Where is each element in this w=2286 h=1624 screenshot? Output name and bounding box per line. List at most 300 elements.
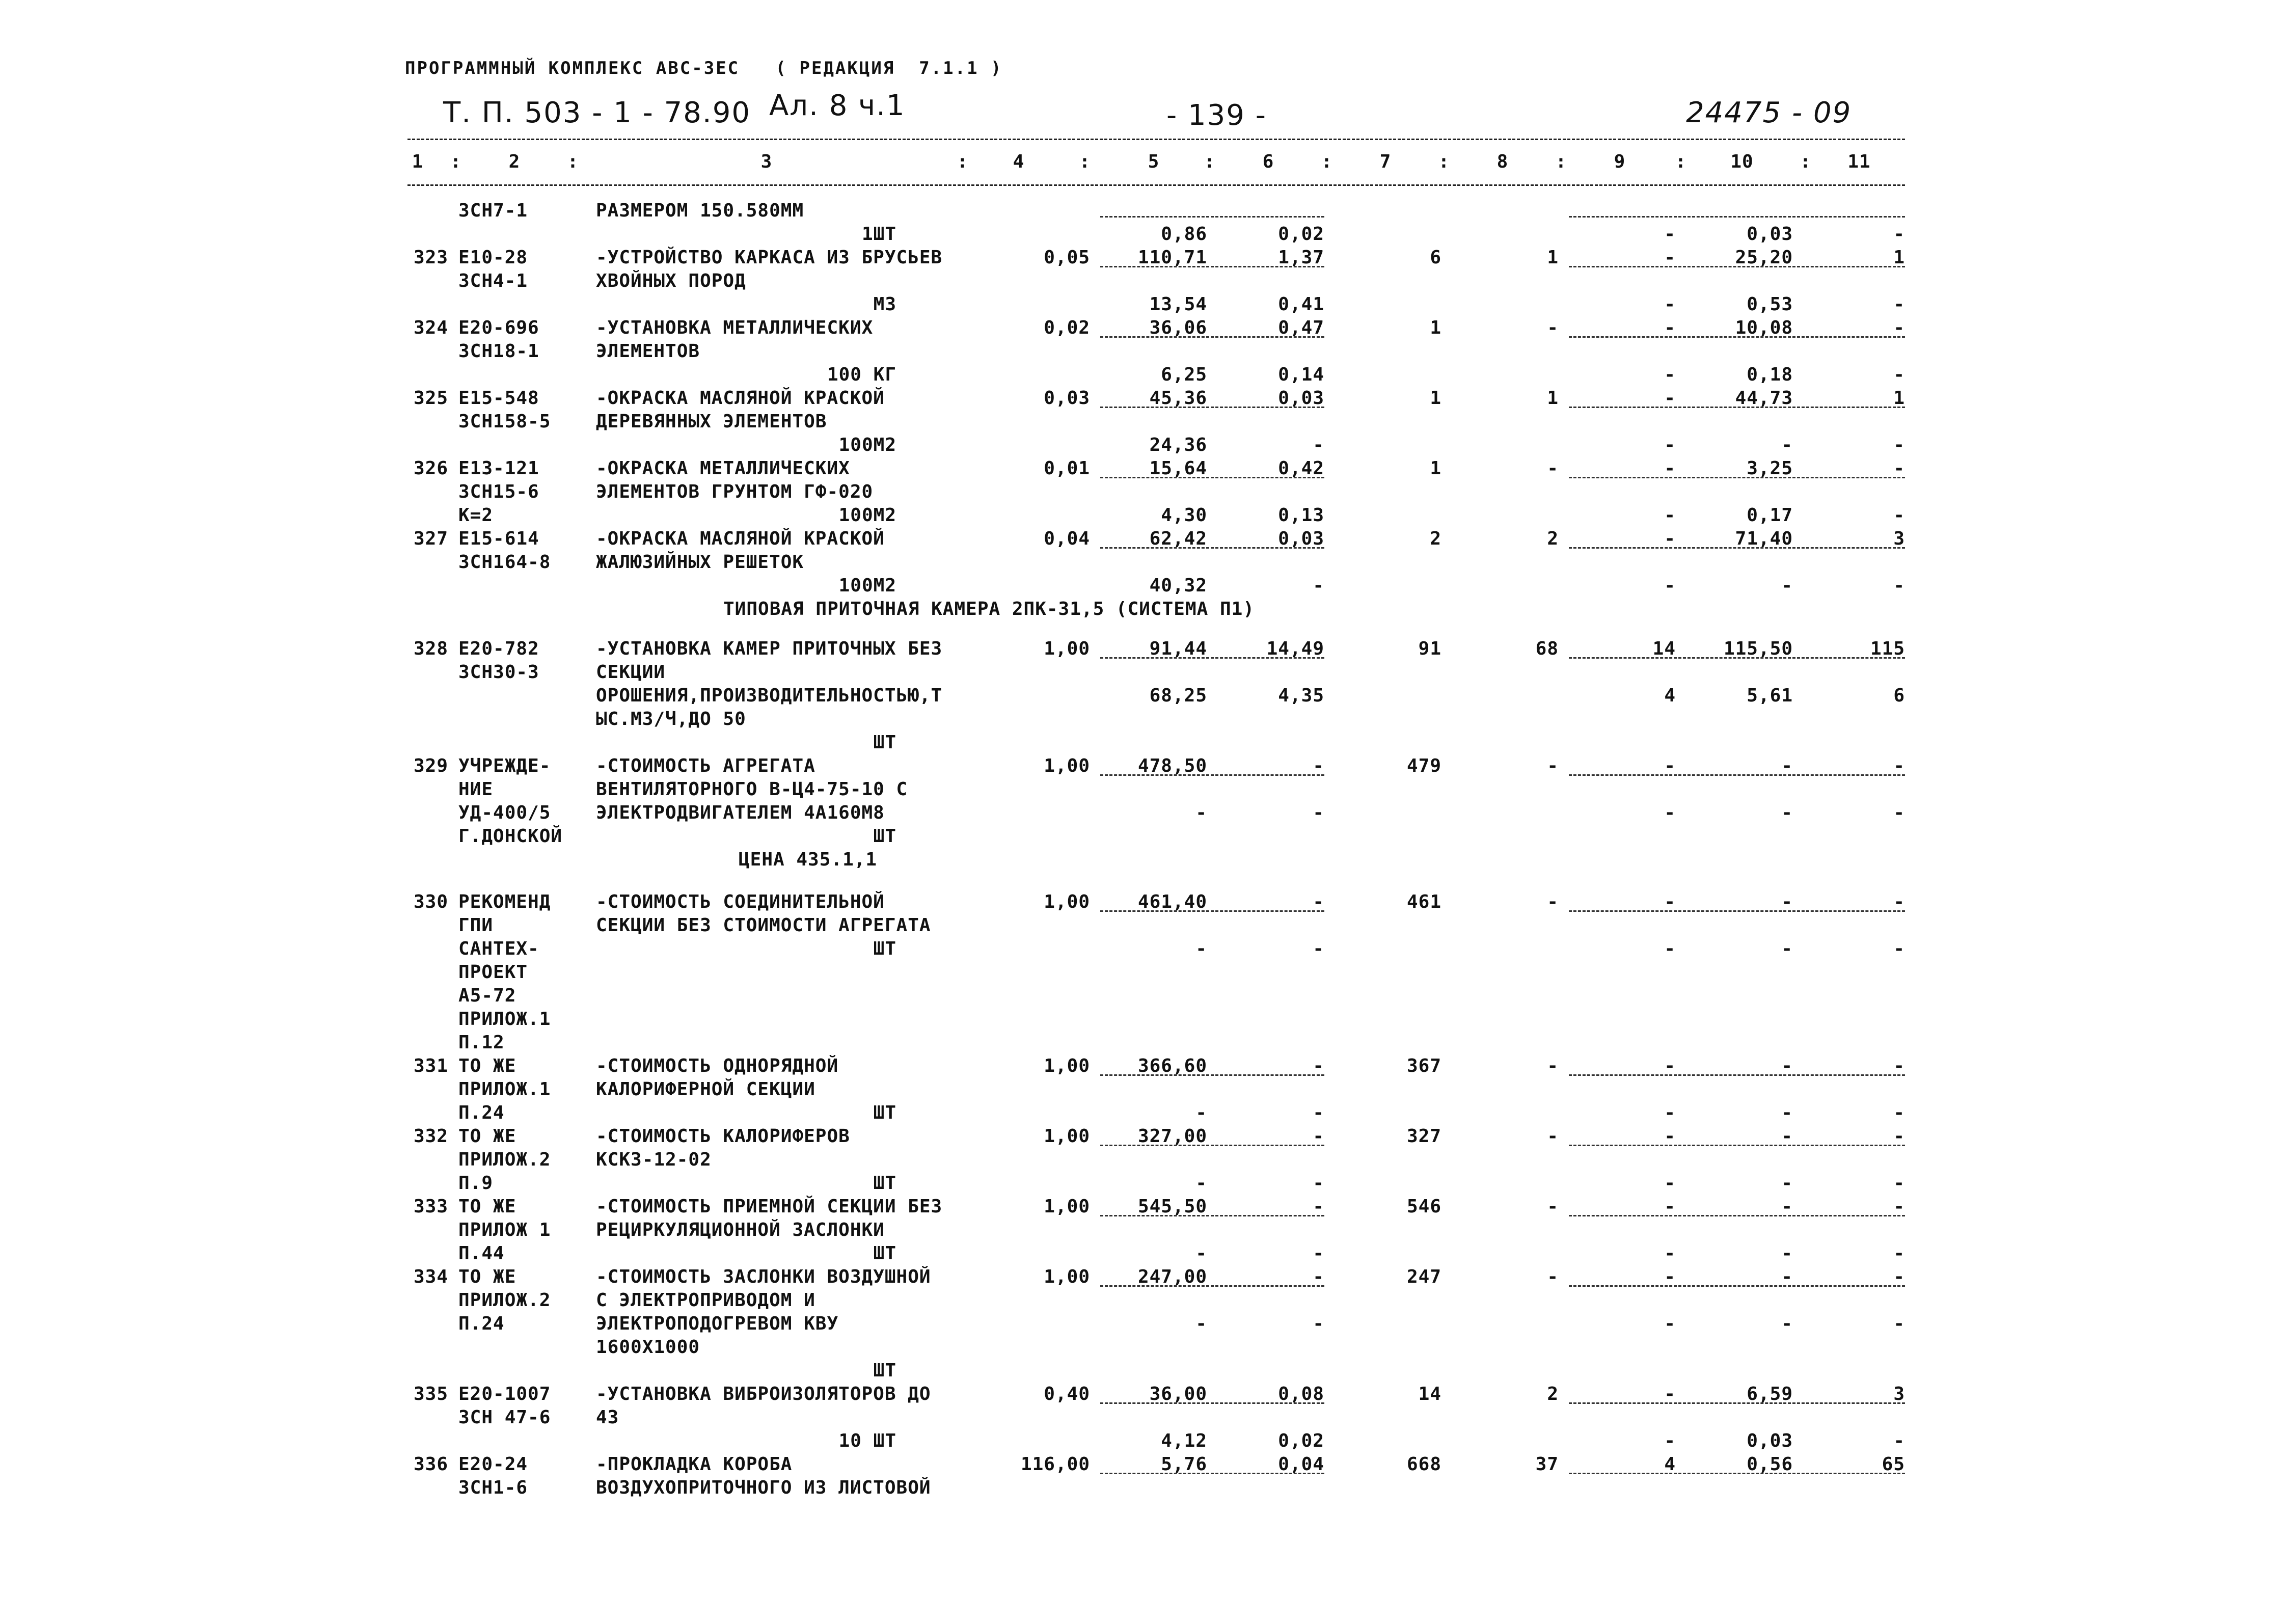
row-description: -СТОИМОСТЬ ОДНОРЯДНОЙ	[596, 1055, 839, 1076]
cell-c7: 247	[1406, 1266, 1441, 1287]
cell-qty: 0,02	[1044, 317, 1090, 338]
row-description: -УСТАНОВКА ВИБРОИЗОЛЯТОРОВ ДО	[596, 1384, 931, 1404]
row-unit: ШТ	[873, 1243, 896, 1264]
cell-c9: -	[1664, 575, 1676, 596]
row-code: ПРИЛОЖ 1	[458, 1220, 551, 1240]
cell-c5: 4,12	[1161, 1430, 1207, 1451]
column-header-9: 9	[1614, 151, 1626, 172]
cell-c6: -	[1313, 1173, 1324, 1194]
row-description: 1600Х1000	[596, 1337, 700, 1358]
row-number: 332	[413, 1126, 448, 1147]
row-code: Е20-24	[458, 1454, 528, 1475]
cell-c6: -	[1313, 802, 1324, 824]
cell-c6: 1,37	[1278, 247, 1324, 268]
cell-c11: -	[1893, 1126, 1905, 1147]
cell-c9: -	[1664, 1430, 1676, 1451]
cell-c6: 0,02	[1278, 224, 1324, 245]
row-description: -СТОИМОСТЬ ЗАСЛОНКИ ВОЗДУШНОЙ	[596, 1266, 931, 1287]
row-number: 326	[413, 458, 448, 479]
cell-c5: -	[1195, 802, 1207, 824]
cell-c11: -	[1893, 505, 1905, 526]
cell-c6: -	[1313, 1266, 1324, 1287]
cell-qty: 1,00	[1044, 1196, 1090, 1217]
cell-c10: 0,03	[1747, 224, 1793, 245]
row-description: СЕКЦИИ	[596, 662, 666, 683]
row-unit: 10 ШТ	[838, 1430, 896, 1451]
cell-c11: 65	[1882, 1454, 1905, 1475]
cell-c10: 115,50	[1723, 638, 1793, 660]
row-description: -ОКРАСКА МЕТАЛЛИЧЕСКИХ	[596, 458, 850, 479]
price-note: ЦЕНА 435.1,1	[739, 849, 878, 871]
cell-c5: 36,06	[1149, 317, 1207, 338]
row-code: ЗСН1-6	[458, 1477, 528, 1498]
row-code: П.44	[458, 1243, 505, 1264]
cell-c9: -	[1664, 1102, 1676, 1123]
cell-c10: 0,03	[1747, 1430, 1793, 1451]
cell-c8: 1	[1547, 247, 1559, 268]
cell-c9: 14	[1652, 638, 1676, 660]
cell-c11: -	[1893, 575, 1905, 596]
cell-c11: 6	[1893, 685, 1905, 707]
cell-c11: -	[1893, 435, 1905, 455]
cell-c8: 68	[1535, 638, 1559, 660]
cell-c9: -	[1664, 364, 1676, 385]
subtotal-rule	[1100, 1285, 1324, 1287]
row-code: ТО ЖЕ	[458, 1196, 516, 1217]
row-number: 329	[413, 755, 448, 777]
cell-c5: -	[1195, 1102, 1207, 1123]
row-code: П.9	[458, 1173, 494, 1194]
row-description: ОРОШЕНИЯ,ПРОИЗВОДИТЕЛЬНОСТЬЮ,Т	[596, 685, 943, 707]
cell-c10: 44,73	[1735, 388, 1793, 409]
cell-c9: -	[1664, 1126, 1676, 1147]
row-code: Е20-1007	[458, 1384, 551, 1404]
column-separator: :	[1675, 151, 1687, 172]
cell-c7: 91	[1418, 638, 1441, 660]
row-code: САНТЕХ-	[458, 938, 539, 959]
row-description: С ЭЛЕКТРОПРИВОДОМ И	[596, 1290, 815, 1311]
cell-c10: -	[1781, 1243, 1793, 1264]
subtotal-rule	[1100, 657, 1324, 659]
subtotal-rule	[1100, 477, 1324, 478]
cell-c7: 1	[1430, 388, 1441, 409]
cell-c9: -	[1664, 755, 1676, 777]
cell-c10: 6,59	[1747, 1384, 1793, 1404]
cell-c9: -	[1664, 938, 1676, 959]
column-separator: :	[1800, 151, 1812, 172]
row-number: 327	[413, 528, 448, 549]
cell-c11: -	[1893, 1055, 1905, 1076]
cell-c11: -	[1893, 458, 1905, 479]
cell-c9: -	[1664, 1055, 1676, 1076]
cell-c6: 0,41	[1278, 294, 1324, 315]
cell-c6: 0,02	[1278, 1430, 1324, 1451]
cell-c6: -	[1313, 755, 1324, 777]
cell-c10: -	[1781, 575, 1793, 596]
cell-qty: 0,03	[1044, 388, 1090, 409]
row-code: П.24	[458, 1102, 505, 1123]
row-number: 336	[413, 1454, 448, 1475]
column-header-8: 8	[1496, 151, 1509, 172]
cell-c6: -	[1313, 1313, 1324, 1334]
row-code: РЕКОМЕНД	[458, 891, 551, 912]
cell-c6: -	[1313, 435, 1324, 455]
cell-c10: 0,17	[1747, 505, 1793, 526]
cell-c7: 367	[1406, 1055, 1441, 1076]
cell-c6: 0,04	[1278, 1454, 1324, 1475]
cell-c5: 110,71	[1137, 247, 1207, 268]
row-code: ПРИЛОЖ.2	[458, 1149, 551, 1170]
cell-c10: -	[1781, 802, 1793, 824]
cell-c9: -	[1664, 891, 1676, 912]
subtotal-rule	[1569, 1402, 1905, 1404]
cell-c11: -	[1893, 294, 1905, 315]
row-number: 333	[413, 1196, 448, 1217]
row-unit: 1ШТ	[861, 224, 896, 245]
subtotal-rule	[1569, 547, 1905, 549]
row-description: ВОЗДУХОПРИТОЧНОГО ИЗ ЛИСТОВОЙ	[596, 1477, 931, 1498]
section-title: ТИПОВАЯ ПРИТОЧНАЯ КАМЕРА 2ПК-31,5 (СИСТЕМА П1)	[723, 599, 1255, 619]
cell-c10: 25,20	[1735, 247, 1793, 268]
row-description: ДЕРЕВЯННЫХ ЭЛЕМЕНТОВ	[596, 411, 827, 432]
column-header-11: 11	[1847, 151, 1871, 172]
row-description: ЭЛЕКТРОПОДОГРЕВОМ КВУ	[596, 1313, 839, 1334]
subtotal-rule	[1100, 1215, 1324, 1216]
cell-c10: -	[1781, 891, 1793, 912]
cell-c8: 1	[1547, 388, 1559, 409]
row-description: -ОКРАСКА МАСЛЯНОЙ КРАСКОЙ	[596, 528, 885, 549]
row-code: ЗСН18-1	[458, 341, 539, 362]
cell-c8: 2	[1547, 528, 1559, 549]
row-code: Е20-782	[458, 638, 539, 660]
row-unit: М3	[873, 294, 896, 315]
column-header-2: 2	[508, 151, 521, 172]
column-separator: :	[450, 151, 462, 172]
cell-c5: 45,36	[1149, 388, 1207, 409]
subtotal-rule	[1569, 1215, 1905, 1216]
cell-c10: 3,25	[1747, 458, 1793, 479]
cell-c8: -	[1547, 458, 1559, 479]
subtotal-rule	[1569, 266, 1905, 267]
row-description: КСК3-12-02	[596, 1149, 712, 1170]
cell-c8: -	[1547, 1266, 1559, 1287]
row-unit: ШТ	[873, 1173, 896, 1194]
row-number: 324	[413, 317, 448, 338]
row-unit: 100М2	[838, 505, 896, 526]
row-code: Е15-548	[458, 388, 539, 409]
row-description: -СТОИМОСТЬ СОЕДИНИТЕЛЬНОЙ	[596, 891, 885, 912]
subtotal-rule	[1569, 1473, 1905, 1474]
row-code: УЧРЕЖДЕ-	[458, 755, 551, 777]
row-description: ЖАЛЮЗИЙНЫХ РЕШЕТОК	[596, 552, 804, 573]
row-unit: 100М2	[838, 575, 896, 596]
column-separator: :	[1555, 151, 1567, 172]
row-code: ЗСН4-1	[458, 270, 528, 291]
row-unit: ШТ	[873, 732, 896, 753]
cell-c6: -	[1313, 575, 1324, 596]
cell-c10: -	[1781, 1055, 1793, 1076]
cell-c10: 0,18	[1747, 364, 1793, 385]
row-code: ЗСН30-3	[458, 662, 539, 683]
header-rule-bottom	[407, 184, 1905, 186]
cell-c8: -	[1547, 1126, 1559, 1147]
subtotal-rule	[1100, 547, 1324, 549]
row-code: ЗСН15-6	[458, 481, 539, 502]
cell-c5: 13,54	[1149, 294, 1207, 315]
cell-c5: -	[1195, 1243, 1207, 1264]
cell-c7: 546	[1406, 1196, 1441, 1217]
row-code: П.24	[458, 1313, 505, 1334]
subtotal-rule	[1100, 1145, 1324, 1146]
row-description: РАЗМЕРОМ 150.580ММ	[596, 200, 804, 221]
cell-c9: 4	[1664, 685, 1676, 707]
row-description: ЭЛЕКТРОДВИГАТЕЛЕМ 4А160М8	[596, 802, 885, 824]
cell-c11: -	[1893, 1430, 1905, 1451]
document-number: 24475 - 09	[1686, 96, 1852, 129]
cell-c7: 461	[1406, 891, 1441, 912]
cell-qty: 1,00	[1044, 891, 1090, 912]
row-number: 334	[413, 1266, 448, 1287]
cell-c11: 115	[1870, 638, 1905, 660]
row-code: ПРИЛОЖ.1	[458, 1009, 551, 1030]
cell-c5: 0,86	[1161, 224, 1207, 245]
cell-c5: 247,00	[1137, 1266, 1207, 1287]
cell-c7: 668	[1406, 1454, 1441, 1475]
header-rule-top	[407, 139, 1905, 140]
row-description: ХВОЙНЫХ ПОРОД	[596, 270, 746, 291]
column-separator: :	[1321, 151, 1333, 172]
cell-c11: 1	[1893, 247, 1905, 268]
cell-c10: 0,53	[1747, 294, 1793, 315]
cell-c5: 36,00	[1149, 1384, 1207, 1404]
cell-c6: -	[1313, 1196, 1324, 1217]
column-header-6: 6	[1262, 151, 1274, 172]
cell-qty: 1,00	[1044, 638, 1090, 660]
subtotal-rule	[1100, 1402, 1324, 1404]
cell-c9: -	[1664, 317, 1676, 338]
row-description: КАЛОРИФЕРНОЙ СЕКЦИИ	[596, 1079, 815, 1100]
cell-qty: 1,00	[1044, 1126, 1090, 1147]
cell-c9: -	[1664, 1313, 1676, 1334]
subtotal-rule	[1569, 216, 1905, 218]
row-description: -УСТРОЙСТВО КАРКАСА ИЗ БРУСЬЕВ	[596, 247, 943, 268]
cell-c7: 6	[1430, 247, 1441, 268]
row-description: -ОКРАСКА МАСЛЯНОЙ КРАСКОЙ	[596, 388, 885, 409]
row-code: Е15-614	[458, 528, 539, 549]
cell-c10: -	[1781, 1102, 1793, 1123]
cell-c5: 91,44	[1149, 638, 1207, 660]
cell-c7: 1	[1430, 458, 1441, 479]
subtotal-rule	[1100, 910, 1324, 912]
cell-c10: -	[1781, 755, 1793, 777]
cell-c7: 479	[1406, 755, 1441, 777]
cell-c6: 0,42	[1278, 458, 1324, 479]
subtotal-rule	[1100, 1473, 1324, 1474]
cell-c5: 6,25	[1161, 364, 1207, 385]
cell-c9: -	[1664, 1173, 1676, 1194]
page-number: - 139 -	[1166, 99, 1267, 132]
row-number: 335	[413, 1384, 448, 1404]
cell-c9: -	[1664, 1196, 1676, 1217]
cell-c7: 2	[1430, 528, 1441, 549]
cell-c10: 10,08	[1735, 317, 1793, 338]
cell-c6: 14,49	[1266, 638, 1324, 660]
cell-c9: -	[1664, 294, 1676, 315]
cell-qty: 1,00	[1044, 1266, 1090, 1287]
cell-c5: 68,25	[1149, 685, 1207, 707]
row-code: ТО ЖЕ	[458, 1055, 516, 1076]
row-description: СЕКЦИИ БЕЗ СТОИМОСТИ АГРЕГАТА	[596, 915, 931, 936]
cell-c8: -	[1547, 891, 1559, 912]
row-unit: ШТ	[873, 938, 896, 959]
cell-c10: -	[1781, 1196, 1793, 1217]
subtotal-rule	[1100, 216, 1324, 218]
cell-c8: -	[1547, 1055, 1559, 1076]
cell-c10: -	[1781, 1266, 1793, 1287]
cell-c9: -	[1664, 1243, 1676, 1264]
cell-c10: 0,56	[1747, 1454, 1793, 1475]
row-number: 328	[413, 638, 448, 660]
cell-c11: -	[1893, 317, 1905, 338]
column-header-7: 7	[1379, 151, 1392, 172]
column-separator: :	[567, 151, 579, 172]
cell-c10: 71,40	[1735, 528, 1793, 549]
subtotal-rule	[1569, 336, 1905, 338]
row-number: 323	[413, 247, 448, 268]
column-header-5: 5	[1148, 151, 1160, 172]
cell-c5: 327,00	[1137, 1126, 1207, 1147]
cell-qty: 1,00	[1044, 1055, 1090, 1076]
column-separator: :	[957, 151, 969, 172]
cell-c11: -	[1893, 1313, 1905, 1334]
row-description: РЕЦИРКУЛЯЦИОННОЙ ЗАСЛОНКИ	[596, 1220, 885, 1240]
row-description: -СТОИМОСТЬ ПРИЕМНОЙ СЕКЦИИ БЕЗ	[596, 1196, 943, 1217]
project-code: Т. П. 503 - 1 - 78.90	[443, 96, 751, 129]
cell-c5: 62,42	[1149, 528, 1207, 549]
cell-c10: 5,61	[1747, 685, 1793, 707]
cell-c5: 478,50	[1137, 755, 1207, 777]
row-code: ЗСН164-8	[458, 552, 551, 573]
cell-c5: 24,36	[1149, 435, 1207, 455]
cell-c9: -	[1664, 1384, 1676, 1404]
row-code: Е13-121	[458, 458, 539, 479]
cell-c5: 461,40	[1137, 891, 1207, 912]
cell-c9: -	[1664, 458, 1676, 479]
row-code: ГПИ	[458, 915, 494, 936]
cell-c11: -	[1893, 1243, 1905, 1264]
cell-c5: -	[1195, 1173, 1207, 1194]
row-code: ТО ЖЕ	[458, 1126, 516, 1147]
cell-c11: 3	[1893, 528, 1905, 549]
subtotal-rule	[1569, 910, 1905, 912]
subtotal-rule	[1100, 1074, 1324, 1076]
cell-c11: -	[1893, 1196, 1905, 1217]
cell-c5: 15,64	[1149, 458, 1207, 479]
row-description: -УСТАНОВКА КАМЕР ПРИТОЧНЫХ БЕЗ	[596, 638, 943, 660]
cell-qty: 0,04	[1044, 528, 1090, 549]
cell-c10: -	[1781, 1126, 1793, 1147]
cell-c9: -	[1664, 1266, 1676, 1287]
row-code: А5-72	[458, 985, 516, 1006]
cell-c9: -	[1664, 224, 1676, 245]
row-code: ПРИЛОЖ.2	[458, 1290, 551, 1311]
cell-c8: 37	[1535, 1454, 1559, 1475]
subtotal-rule	[1569, 407, 1905, 408]
column-header-10: 10	[1730, 151, 1754, 172]
cell-c5: -	[1195, 1313, 1207, 1334]
cell-c11: -	[1893, 1102, 1905, 1123]
row-description: ЫС.М3/Ч,ДО 50	[596, 709, 746, 730]
cell-c6: 0,03	[1278, 528, 1324, 549]
cell-c6: 0,47	[1278, 317, 1324, 338]
cell-c9: -	[1664, 435, 1676, 455]
cell-c9: -	[1664, 388, 1676, 409]
row-code: П.12	[458, 1032, 505, 1053]
program-title: ПРОГРАММНЫЙ КОМПЛЕКС АВС-ЗЕС ( РЕДАКЦИЯ 7.1.1 )	[405, 58, 1003, 78]
row-code: Г.ДОНСКОЙ	[458, 826, 563, 847]
cell-c9: 4	[1664, 1454, 1676, 1475]
row-unit: ШТ	[873, 1102, 896, 1123]
subtotal-rule	[1569, 1074, 1905, 1076]
row-code: УД-400/5	[458, 802, 551, 824]
cell-c11: -	[1893, 938, 1905, 959]
column-separator: :	[1079, 151, 1091, 172]
row-description: ЭЛЕМЕНТОВ	[596, 341, 700, 362]
cell-qty: 1,00	[1044, 755, 1090, 777]
cell-c8: 2	[1547, 1384, 1559, 1404]
column-header-3: 3	[760, 151, 773, 172]
cell-c6: -	[1313, 1243, 1324, 1264]
row-code: Е20-696	[458, 317, 539, 338]
cell-c11: -	[1893, 802, 1905, 824]
cell-c11: -	[1893, 755, 1905, 777]
cell-c11: -	[1893, 891, 1905, 912]
cell-c7: 14	[1418, 1384, 1441, 1404]
cell-c5: 5,76	[1161, 1454, 1207, 1475]
row-code: ТО ЖЕ	[458, 1266, 516, 1287]
row-description: ВЕНТИЛЯТОРНОГО В-Ц4-75-10 С	[596, 779, 908, 800]
cell-c11: -	[1893, 364, 1905, 385]
cell-c6: -	[1313, 1102, 1324, 1123]
cell-c9: -	[1664, 802, 1676, 824]
cell-c8: -	[1547, 755, 1559, 777]
row-unit: ШТ	[873, 1360, 896, 1381]
cell-c6: -	[1313, 938, 1324, 959]
row-code: К=2	[458, 505, 494, 526]
row-description: -СТОИМОСТЬ КАЛОРИФЕРОВ	[596, 1126, 850, 1147]
cell-c6: 4,35	[1278, 685, 1324, 707]
row-code: Е10-28	[458, 247, 528, 268]
subtotal-rule	[1569, 477, 1905, 478]
cell-c11: -	[1893, 1266, 1905, 1287]
cell-qty: 116,00	[1020, 1454, 1090, 1475]
cell-c6: 0,08	[1278, 1384, 1324, 1404]
cell-c5: 545,50	[1137, 1196, 1207, 1217]
cell-c6: 0,13	[1278, 505, 1324, 526]
subtotal-rule	[1100, 336, 1324, 338]
subtotal-rule	[1100, 266, 1324, 267]
cell-c6: -	[1313, 1055, 1324, 1076]
cell-c9: -	[1664, 528, 1676, 549]
column-separator: :	[1204, 151, 1216, 172]
row-description: -СТОИМОСТЬ АГРЕГАТА	[596, 755, 815, 777]
row-code: ЗСН 47-6	[458, 1407, 551, 1428]
album-number: Ал. 8 ч.1	[769, 89, 906, 122]
row-number: 325	[413, 388, 448, 409]
cell-c11: -	[1893, 224, 1905, 245]
row-unit: 100 КГ	[827, 364, 896, 385]
subtotal-rule	[1569, 657, 1905, 659]
